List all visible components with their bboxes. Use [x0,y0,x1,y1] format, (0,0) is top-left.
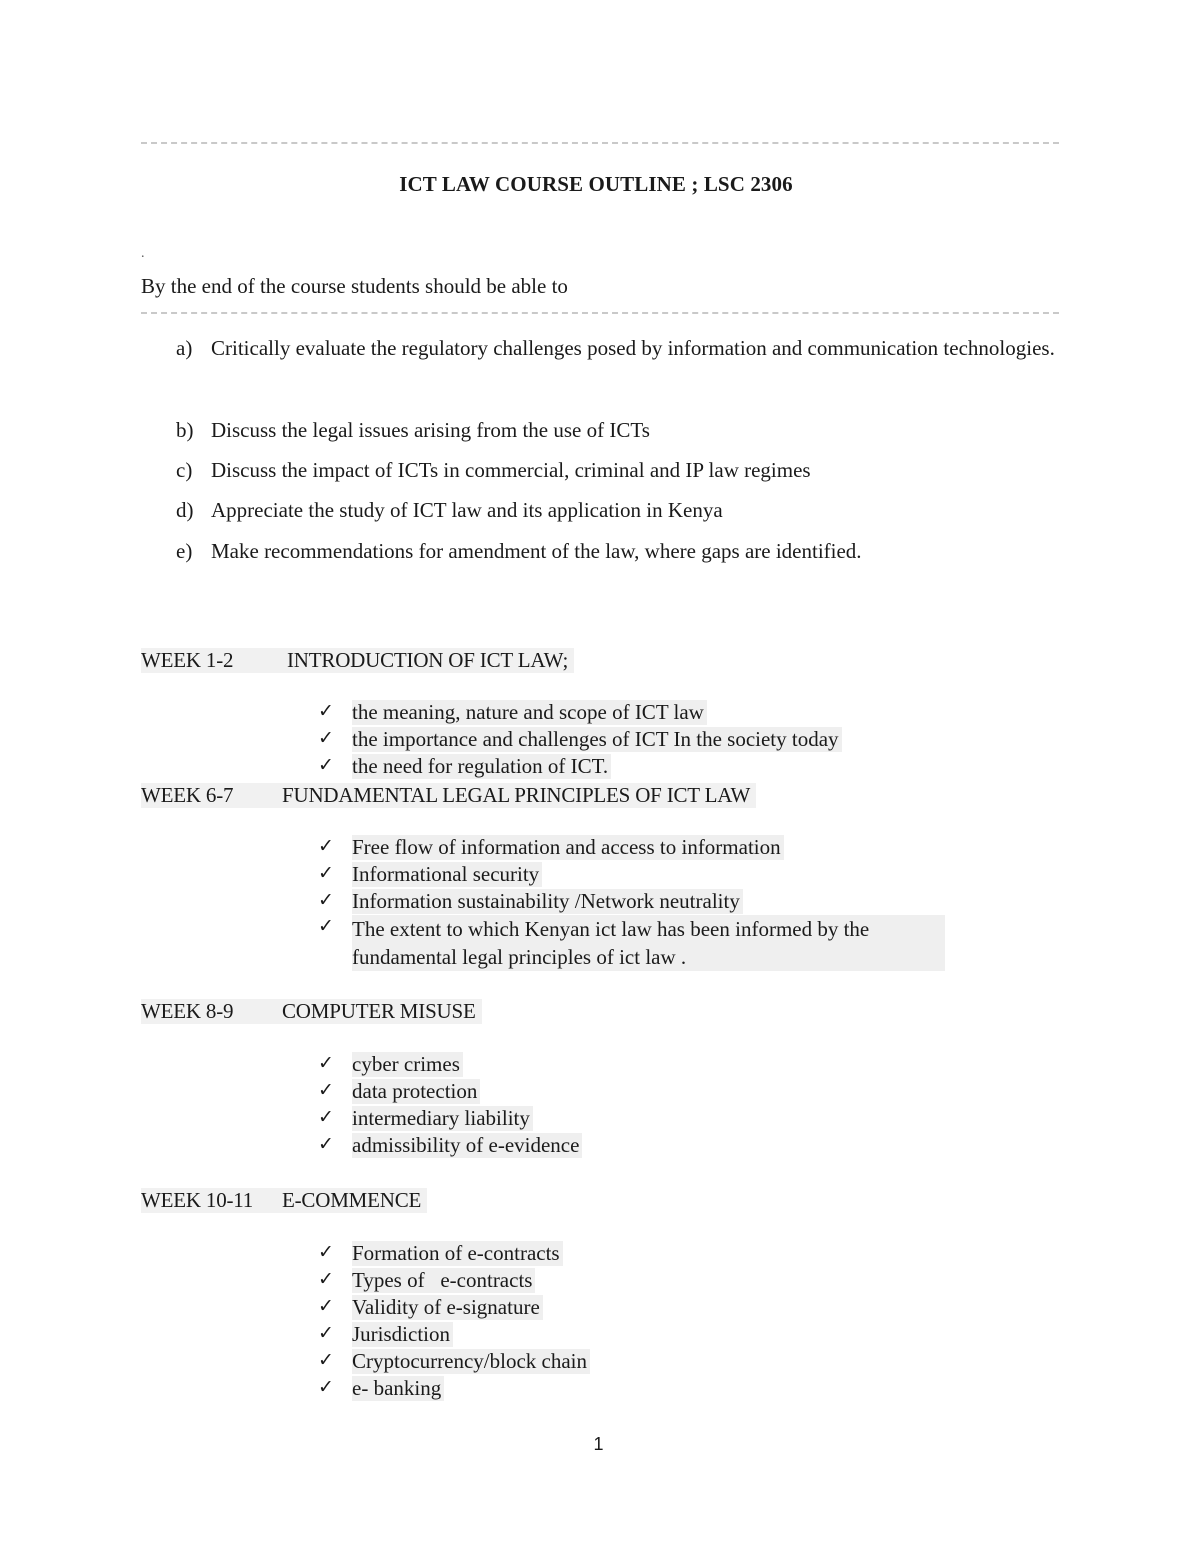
checkmark-icon: ✓ [318,1052,334,1074]
topic-item-text: Cryptocurrency/block chain [352,1349,590,1374]
checkmark-icon: ✓ [318,915,334,937]
topic-item-text: admissibility of e-evidence [352,1133,582,1158]
week-topic: FUNDAMENTAL LEGAL PRINCIPLES OF ICT LAW [282,783,751,807]
objective-label: d) [176,498,194,522]
objective-label: e) [176,539,193,563]
topic-item-text: Informational security [352,862,542,887]
checkmark-icon: ✓ [318,835,334,857]
week-heading [141,783,756,808]
objective-item [176,328,1058,368]
objective-text: Critically evaluate the regulatory challenges posed by information and communication technologies. [211,336,1055,360]
intro-divider [141,312,1059,314]
checkmark-icon: ✓ [318,862,334,884]
week-range: WEEK 1-2 [141,648,234,672]
topic-item-text: Free flow of information and access to information [352,835,784,860]
checkmark-icon: ✓ [318,1322,334,1344]
week-range: WEEK 6-7 [141,783,234,807]
topic-item-text: the meaning, nature and scope of ICT law [352,700,707,725]
week-topic: INTRODUCTION OF ICT LAW; [287,648,569,672]
objective-item [176,490,1058,530]
week-heading [141,1188,427,1213]
stray-mark: . [141,246,145,261]
checkmark-icon: ✓ [318,1376,334,1398]
page-title: ICT LAW COURSE OUTLINE ; LSC 2306 [399,172,793,196]
week-range: WEEK 8-9 [141,999,234,1023]
checkmark-icon: ✓ [318,1106,334,1128]
checkmark-icon: ✓ [318,1241,334,1263]
topic-item-text: cyber crimes [352,1052,463,1077]
checkmark-icon: ✓ [318,1079,334,1101]
page-number: 1 [593,1434,604,1454]
objective-text: Appreciate the study of ICT law and its application in Kenya [211,498,723,522]
topic-item-text: the need for regulation of ICT. [352,754,611,779]
objective-text: Discuss the legal issues arising from the use of ICTs [211,418,650,442]
topic-item-text: the importance and challenges of ICT In the society today [352,727,842,752]
objective-item [176,450,1058,490]
topic-item-text: intermediary liability [352,1106,533,1131]
topic-item-text: The extent to which Kenyan ict law has been informed by the fundamental legal principles of ict law . [352,915,945,971]
objective-text: Make recommendations for amendment of the law, where gaps are identified. [211,539,862,563]
topic-item-text: Formation of e-contracts [352,1241,563,1266]
topic-item-text: Types of e-contracts [352,1268,535,1293]
intro-text: By the end of the course students should be able to [141,274,568,298]
topic-item-text: data protection [352,1079,480,1104]
week-topic: E-COMMENCE [282,1188,422,1212]
checkmark-icon: ✓ [318,1349,334,1371]
topic-item-text: Validity of e-signature [352,1295,543,1320]
checkmark-icon: ✓ [318,727,334,749]
checkmark-icon: ✓ [318,889,334,911]
checkmark-icon: ✓ [318,1268,334,1290]
topic-item-text: e- banking [352,1376,444,1401]
week-heading [141,999,482,1024]
checkmark-icon: ✓ [318,1133,334,1155]
header-divider [141,142,1059,144]
objective-label: b) [176,418,194,442]
week-heading [141,648,574,673]
week-range: WEEK 10-11 [141,1188,254,1212]
checkmark-icon: ✓ [318,754,334,776]
checkmark-icon: ✓ [318,700,334,722]
objective-text: Discuss the impact of ICTs in commercial, criminal and IP law regimes [211,458,811,482]
objective-item [176,410,1058,450]
topic-item-text: Information sustainability /Network neutrality [352,889,743,914]
checkmark-icon: ✓ [318,1295,334,1317]
objective-item [176,531,1058,571]
objective-label: a) [176,336,193,360]
objective-label: c) [176,458,193,482]
topic-item-text: Jurisdiction [352,1322,453,1347]
week-topic: COMPUTER MISUSE [282,999,476,1023]
